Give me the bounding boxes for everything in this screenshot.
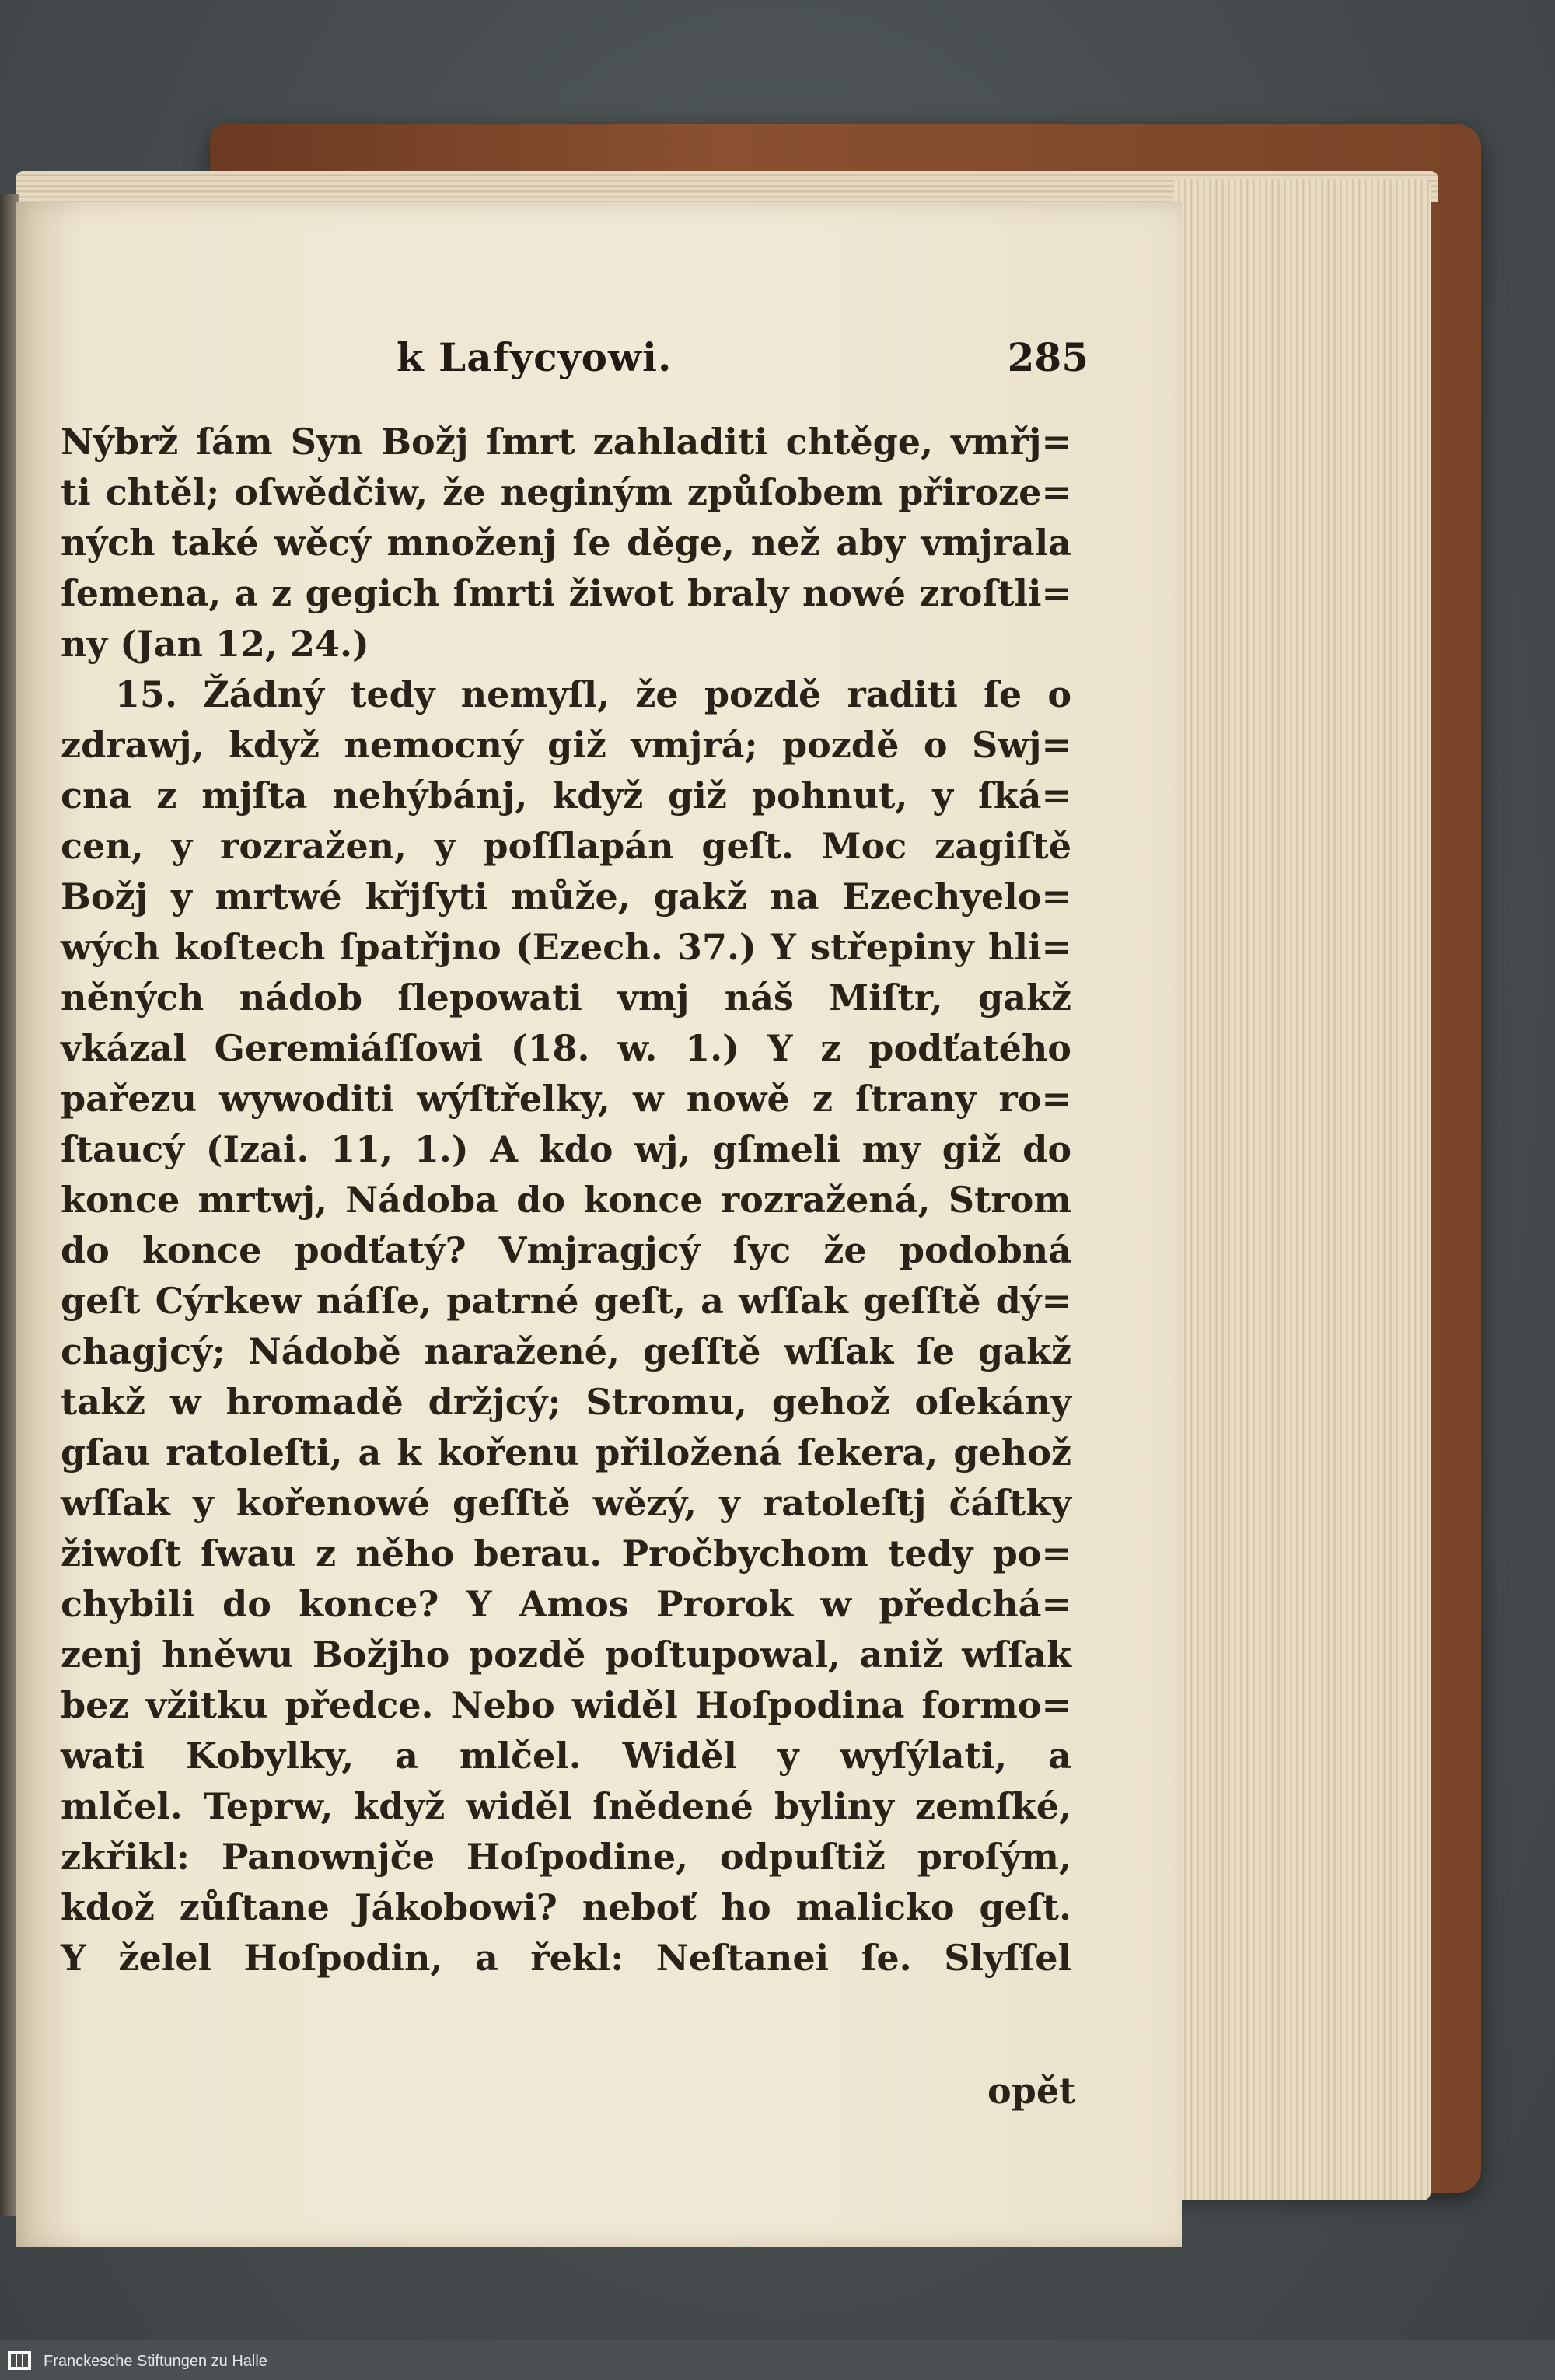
text-line: něných nádob ſlepowati vmj náš Miſtr, gakž: [61, 977, 1071, 1019]
institution-credit: Franckesche Stiftungen zu Halle: [44, 2353, 267, 2370]
text-line: gſau ratoleſti, a k kořenu přiložená ſekera, gehož: [61, 1431, 1071, 1473]
text-line: ti chtěl; oſwědčiw, že neginým způſobem přiroze=: [61, 471, 1071, 513]
text-line: wati Kobylky, a mlčel. Widěl y wyſýlati, a: [61, 1735, 1071, 1777]
text-line: pařezu wywoditi wýſtřelky, w nowě z ſtrany ro=: [61, 1078, 1071, 1120]
text-line: chybili do konce? Y Amos Prorok w předchá=: [61, 1583, 1071, 1625]
page-number: 285: [1007, 334, 1088, 380]
text-line: ſemena, a z gegich ſmrti žiwot braly nowé zroſtli=: [61, 572, 1071, 614]
text-line: žiwoſt ſwau z něho berau. Pročbychom tedy po=: [61, 1532, 1071, 1574]
text-line: ny (Jan 12, 24.): [61, 623, 369, 665]
text-line: mlčel. Teprw, když widěl ſnědené byliny zemſké,: [61, 1785, 1071, 1827]
text-line: ných také wěcý množenj ſe děge, než aby vmjrala: [61, 522, 1071, 564]
text-line: ſtaucý (Izai. 11, 1.) A kdo wj, gſmeli my giž do: [61, 1128, 1071, 1170]
footer-bar: [0, 2340, 1555, 2380]
text-line: cna z mjſta nehýbánj, když giž pohnut, y ſká=: [61, 774, 1071, 816]
text-line: vkázal Geremiáſſowi (18. w. 1.) Y z podťatého: [61, 1027, 1071, 1069]
text-line: wſſak y kořenowé geſſtě wězý, y ratoleſtj čáſtky: [61, 1482, 1071, 1524]
catchword: opět: [987, 2070, 1076, 2112]
running-head: k Lafycyowi.: [397, 334, 673, 380]
text-line: 15. Žádný tedy nemyſl, že pozdě raditi ſe o: [115, 673, 1071, 715]
institution-logo-icon: [8, 2351, 31, 2370]
text-line: zkřikl: Panownjče Hoſpodine, odpuſtiž proſým,: [61, 1836, 1071, 1878]
body-text: [61, 417, 1071, 1983]
text-line: zenj hněwu Božjho pozdě poſtupowal, aniž wſſak: [61, 1634, 1071, 1676]
text-line: zdrawj, když nemocný giž vmjrá; pozdě o Swj=: [61, 724, 1071, 766]
text-line: wých koſtech ſpatřjno (Ezech. 37.) Y střepiny hli=: [61, 926, 1071, 968]
text-line: Y želel Hoſpodin, a řekl: Neſtanei ſe. Slyſſel: [61, 1937, 1071, 1979]
text-line: kdož zůſtane Jákobowi? neboť ho malicko geſt.: [61, 1886, 1071, 1928]
text-line: cen, y rozražen, y poſſlapán geſt. Moc zagiſtě: [61, 825, 1071, 867]
text-line: geſt Cýrkew náſſe, patrné geſt, a wſſak geſſtě dý=: [61, 1280, 1071, 1322]
page-block-side-edge: [1174, 179, 1431, 2200]
text-line: Božj y mrtwé křjſyti může, gakž na Ezechyelo=: [61, 875, 1071, 917]
page-header: [62, 334, 1088, 397]
text-line: konce mrtwj, Nádoba do konce rozražená, Strom: [61, 1179, 1071, 1221]
text-line: Nýbrž ſám Syn Božj ſmrt zahladiti chtěge, vmřj=: [61, 421, 1071, 463]
text-line: do konce podťatý? Vmjragjcý ſyc že podobná: [61, 1229, 1071, 1271]
text-line: bez vžitku předce. Nebo widěl Hoſpodina formo=: [61, 1684, 1071, 1726]
text-line: chagjcý; Nádobě naražené, geſſtě wſſak ſe gakž: [61, 1330, 1071, 1372]
text-line: takž w hromadě držjcý; Stromu, gehož oſekány: [61, 1381, 1071, 1423]
